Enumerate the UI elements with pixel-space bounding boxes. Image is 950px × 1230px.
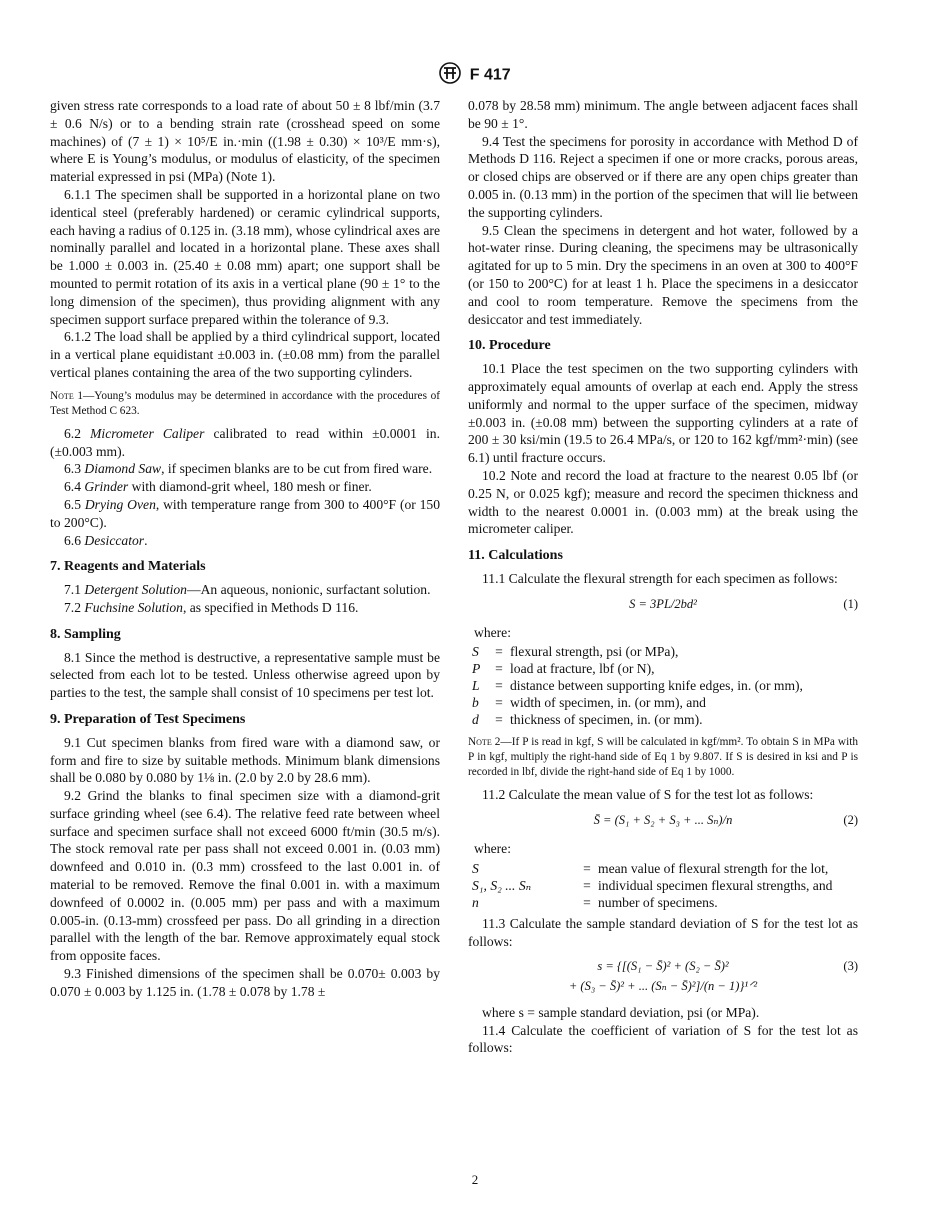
definition-equals: = xyxy=(495,712,503,728)
definition-equals: = xyxy=(495,644,503,660)
equation-3 xyxy=(468,958,858,976)
definition-symbol: d xyxy=(472,712,479,728)
note-1-text: —Young’s modulus may be determined in accordance with the procedures of Test Method C 623. xyxy=(50,389,441,417)
equation-1-body: S = 3PL/2bd² xyxy=(629,596,697,611)
definition-equals: = xyxy=(495,661,503,677)
paragraph-11-2: 11.2 Calculate the mean value of S for the test lot as follows: xyxy=(482,787,814,803)
paragraph-10-2: 10.2 Note and record the load at fracture to the nearest 0.05 lbf (or 0.25 N, or 0.025 kgf); measure and record the specimen thickness and width to the nearest 0.0001 in. (0.003 mm) at the break using the micrometer caliper. xyxy=(468,467,858,537)
definition-equals: = xyxy=(583,894,591,910)
definitions-table-2 xyxy=(472,860,836,911)
note-2-label: Note 2 xyxy=(468,736,501,749)
definition-equals: = xyxy=(583,860,591,876)
section-heading-8: 8. Sampling xyxy=(50,626,121,642)
definition-symbol: b xyxy=(472,695,479,711)
paragraph-6-1-1: 6.1.1 The specimen shall be supported in a horizontal plane on two identical steel (preferably hardened) or ceramic cylindrical supports, each having a radius of 0.125 in. (3.18 mm), whose cylindrical axes are nominally parallel and located in a horizontal plane. These axes shall be 1.000 ± 0.003 in. (25.40 ± 0.08 mm) apart; one support shall be mounted to permit rotation of its axis in a vertical plane (90 ± 1° to the long dimension of the specimen), thus providing alignment with any specimen support surface prepared within the tolerance of 9.3. xyxy=(50,186,440,327)
note-1 xyxy=(50,389,440,419)
definition-symbol: n xyxy=(472,894,479,910)
equation-1-number: (1) xyxy=(843,596,858,611)
definition-equals: = xyxy=(495,678,503,694)
definition-symbol: S xyxy=(472,644,479,660)
definition-text: number of specimens. xyxy=(598,894,718,910)
paragraph-6-5: 6.5 Drying Oven, with temperature range from 300 to 400°F (or 150 to 200°C). xyxy=(50,496,441,530)
paragraph-9-4: 9.4 Test the specimens for porosity in accordance with Method D of Methods D 116. Reject a specimen if one or more cracks, porous areas, or closed chips are observed or if there are any open chips greater than 0.005 in. (0.13 mm) in the portion of the specimen that will lie between the supporting cylinders. xyxy=(468,133,858,220)
paragraph-6-2: 6.2 Micrometer Caliper calibrated to read within ±0.0001 in. (±0.003 mm). xyxy=(50,425,441,459)
paragraph-6-6: 6.6 Desiccator. xyxy=(64,532,148,548)
equation-1 xyxy=(468,596,858,614)
definition-text: individual specimen flexural strengths, and xyxy=(598,877,833,893)
paragraph-6-3: 6.3 Diamond Saw, if specimen blanks are to be cut from fired ware. xyxy=(64,461,433,477)
definition-text: thickness of specimen, in. (or mm). xyxy=(510,712,703,728)
page-number: 2 xyxy=(471,1172,479,1187)
paragraph-9-3-continued: 0.078 by 28.58 mm) minimum. The angle between adjacent faces shall be 90 ± 1°. xyxy=(468,98,858,131)
paragraph-6-4: 6.4 Grinder with diamond-grit wheel, 180 mesh or finer. xyxy=(64,479,372,495)
definition-symbol: S₁, S₂ ... Sₙ xyxy=(472,877,532,893)
note-2-text: —If P is read in kgf, S will be calculated in kgf/mm². To obtain S in MPa with P in kgf, multiply the right-hand side of Eq 1 by 9.807. If S is desired in ksi and P is recorded in lbf, divide the right-hand side of Eq 1 by 1000. xyxy=(468,736,859,779)
paragraph-9-3: 9.3 Finished dimensions of the specimen shall be 0.070± 0.003 by 0.070 ± 0.003 by 1.125 in. (1.78 ± 0.078 by 1.78 ± xyxy=(50,966,440,999)
paragraph-9-1: 9.1 Cut specimen blanks from fired ware with a diamond saw, or form and fire to size by suitable methods. Minimum blank dimensions shall be 0.080 by 0.080 by 1⅛ in. (2.0 by 2.0 by 28.6 mm). xyxy=(50,734,440,786)
definition-row xyxy=(472,643,807,660)
note-1-label: Note 1 xyxy=(50,389,83,402)
definition-text: width of specimen, in. (or mm), and xyxy=(510,695,706,711)
definition-row xyxy=(472,660,807,677)
definition-row xyxy=(472,877,836,894)
definition-row xyxy=(472,694,807,711)
equation-3-line-1: s = {[(S₁ − S̄)² + (S₂ − S̄)² xyxy=(597,959,729,974)
where-label-1: where: xyxy=(474,624,511,640)
definition-row xyxy=(472,860,836,877)
left-column xyxy=(50,97,440,1001)
equation-2-body: S̄ = (S₁ + S₂ + S₃ + ... Sₙ)/n xyxy=(593,813,733,828)
paragraph-11-1: 11.1 Calculate the flexural strength for each specimen as follows: xyxy=(482,570,838,586)
paragraph-7-2: 7.2 Fuchsine Solution, as specified in Methods D 116. xyxy=(64,599,359,615)
section-heading-11: 11. Calculations xyxy=(468,548,563,564)
definition-text: mean value of flexural strength for the lot, xyxy=(598,860,829,876)
definition-symbol: P xyxy=(472,661,481,677)
definition-row xyxy=(472,894,836,911)
definition-symbol: L xyxy=(472,678,480,694)
definitions-table-1 xyxy=(472,643,807,728)
paragraph-9-5: 9.5 Clean the specimens in detergent and hot water, followed by a hot-water rinse. During cleaning, the specimens may be ultrasonically agitated for up to 5 min. Dry the specimens in an oven at 300 to 400°F (or 150 to 200°C) for at least 1 h. Place the specimens in a desiccator and cool to room temperature. Remove the specimens from the desiccator and test immediately. xyxy=(468,222,858,327)
section-heading-9: 9. Preparation of Test Specimens xyxy=(50,711,246,727)
equation-3-number: (3) xyxy=(843,959,858,974)
paragraph-11-3: 11.3 Calculate the sample standard deviation of S for the test lot as follows: xyxy=(468,915,858,949)
where-label-2: where: xyxy=(474,840,511,856)
definition-symbol: S xyxy=(472,860,479,876)
standard-designation: F 417 xyxy=(469,66,511,84)
paragraph-11-4: 11.4 Calculate the coefficient of variation of S for the test lot as follows: xyxy=(468,1022,858,1056)
definition-equals: = xyxy=(495,695,503,711)
note-2 xyxy=(468,735,858,780)
right-column xyxy=(468,97,858,1057)
where-s-definition: where s = sample standard deviation, psi (or MPa). xyxy=(482,1004,760,1020)
paragraph-intro: given stress rate corresponds to a load rate of about 50 ± 8 lbf/min (3.7 ± 0.6 N/s) or to a bending strain rate (crosshead speed on some machines) of (7 ± 1) × 10⁵/E in.·min ((1.98 ± 0.30) × 10³/E mm·s), where E is Young’s modulus, or modulus of elasticity, of the specimen material expressed in psi (MPa) (Note 1). xyxy=(50,98,440,185)
page-header xyxy=(0,62,950,89)
astm-logo-icon xyxy=(439,62,461,89)
section-heading-10: 10. Procedure xyxy=(468,338,551,354)
paragraph-8-1: 8.1 Since the method is destructive, a representative sample must be selected from each lot to be tested. Unless otherwise agreed upon by parties to the test, the sample shall consist of 10 specimens per test lot. xyxy=(50,649,440,701)
equation-3-line-2: + (S₃ − S̄)² + ... (Sₙ − S̄)²]/(n − 1)}¹ᐟ² xyxy=(568,979,758,994)
definition-row xyxy=(472,677,807,694)
paragraph-6-1-2: 6.1.2 The load shall be applied by a third cylindrical support, located in a vertical plane equidistant ±0.003 in. (±0.08 mm) from the parallel vertical planes containing the area of the two supporting cylinders. xyxy=(50,329,440,380)
definition-text: distance between supporting knife edges, in. (or mm), xyxy=(510,678,803,694)
equation-2-number: (2) xyxy=(843,813,858,828)
definition-text: load at fracture, lbf (or N), xyxy=(510,661,655,677)
section-heading-7: 7. Reagents and Materials xyxy=(50,559,206,575)
paragraph-10-1: 10.1 Place the test specimen on the two supporting cylinders with approximately equal amounts of overlap at each end. Apply the stress uniformly and normal to the upper surface of the specimen, midway ±0.003 in. (±0.08 mm) between the supporting cylinders at a rate of 200 ± 30 ksi/min (19.5 to 26.4 MPa/s, or 120 to 162 kgf/mm²·min) (see 6.1) until fracture occurs. xyxy=(468,361,858,466)
paragraph-9-2: 9.2 Grind the blanks to final specimen size with a diamond-grit surface grinding wheel (see 6.4). The relative feed rate between wheel surface and specimen surface shall not exceed 6000 ft/min (30.5 m/s). The stock removal rate per pass shall not exceed 0.001 in. (0.03 mm) downfeed and 0.010 in. (0.3 mm) crossfeed to the last 0.001 in. of material to be removed. Remove the final 0.001 in. with a maximum downfeed of 0.0002 in. (0.005 mm) per pass and with a maximum 0.005-in. (0.13-mm) crossfeed per pass. Do all grinding in a direction parallel with the length of the bar. Remove approximately equal stock from opposite faces. xyxy=(50,788,440,964)
definition-text: flexural strength, psi (or MPa), xyxy=(510,644,679,660)
definition-equals: = xyxy=(583,877,591,893)
definition-row xyxy=(472,711,807,728)
paragraph-7-1: 7.1 Detergent Solution—An aqueous, nonionic, surfactant solution. xyxy=(64,582,431,598)
equation-2 xyxy=(468,812,858,830)
